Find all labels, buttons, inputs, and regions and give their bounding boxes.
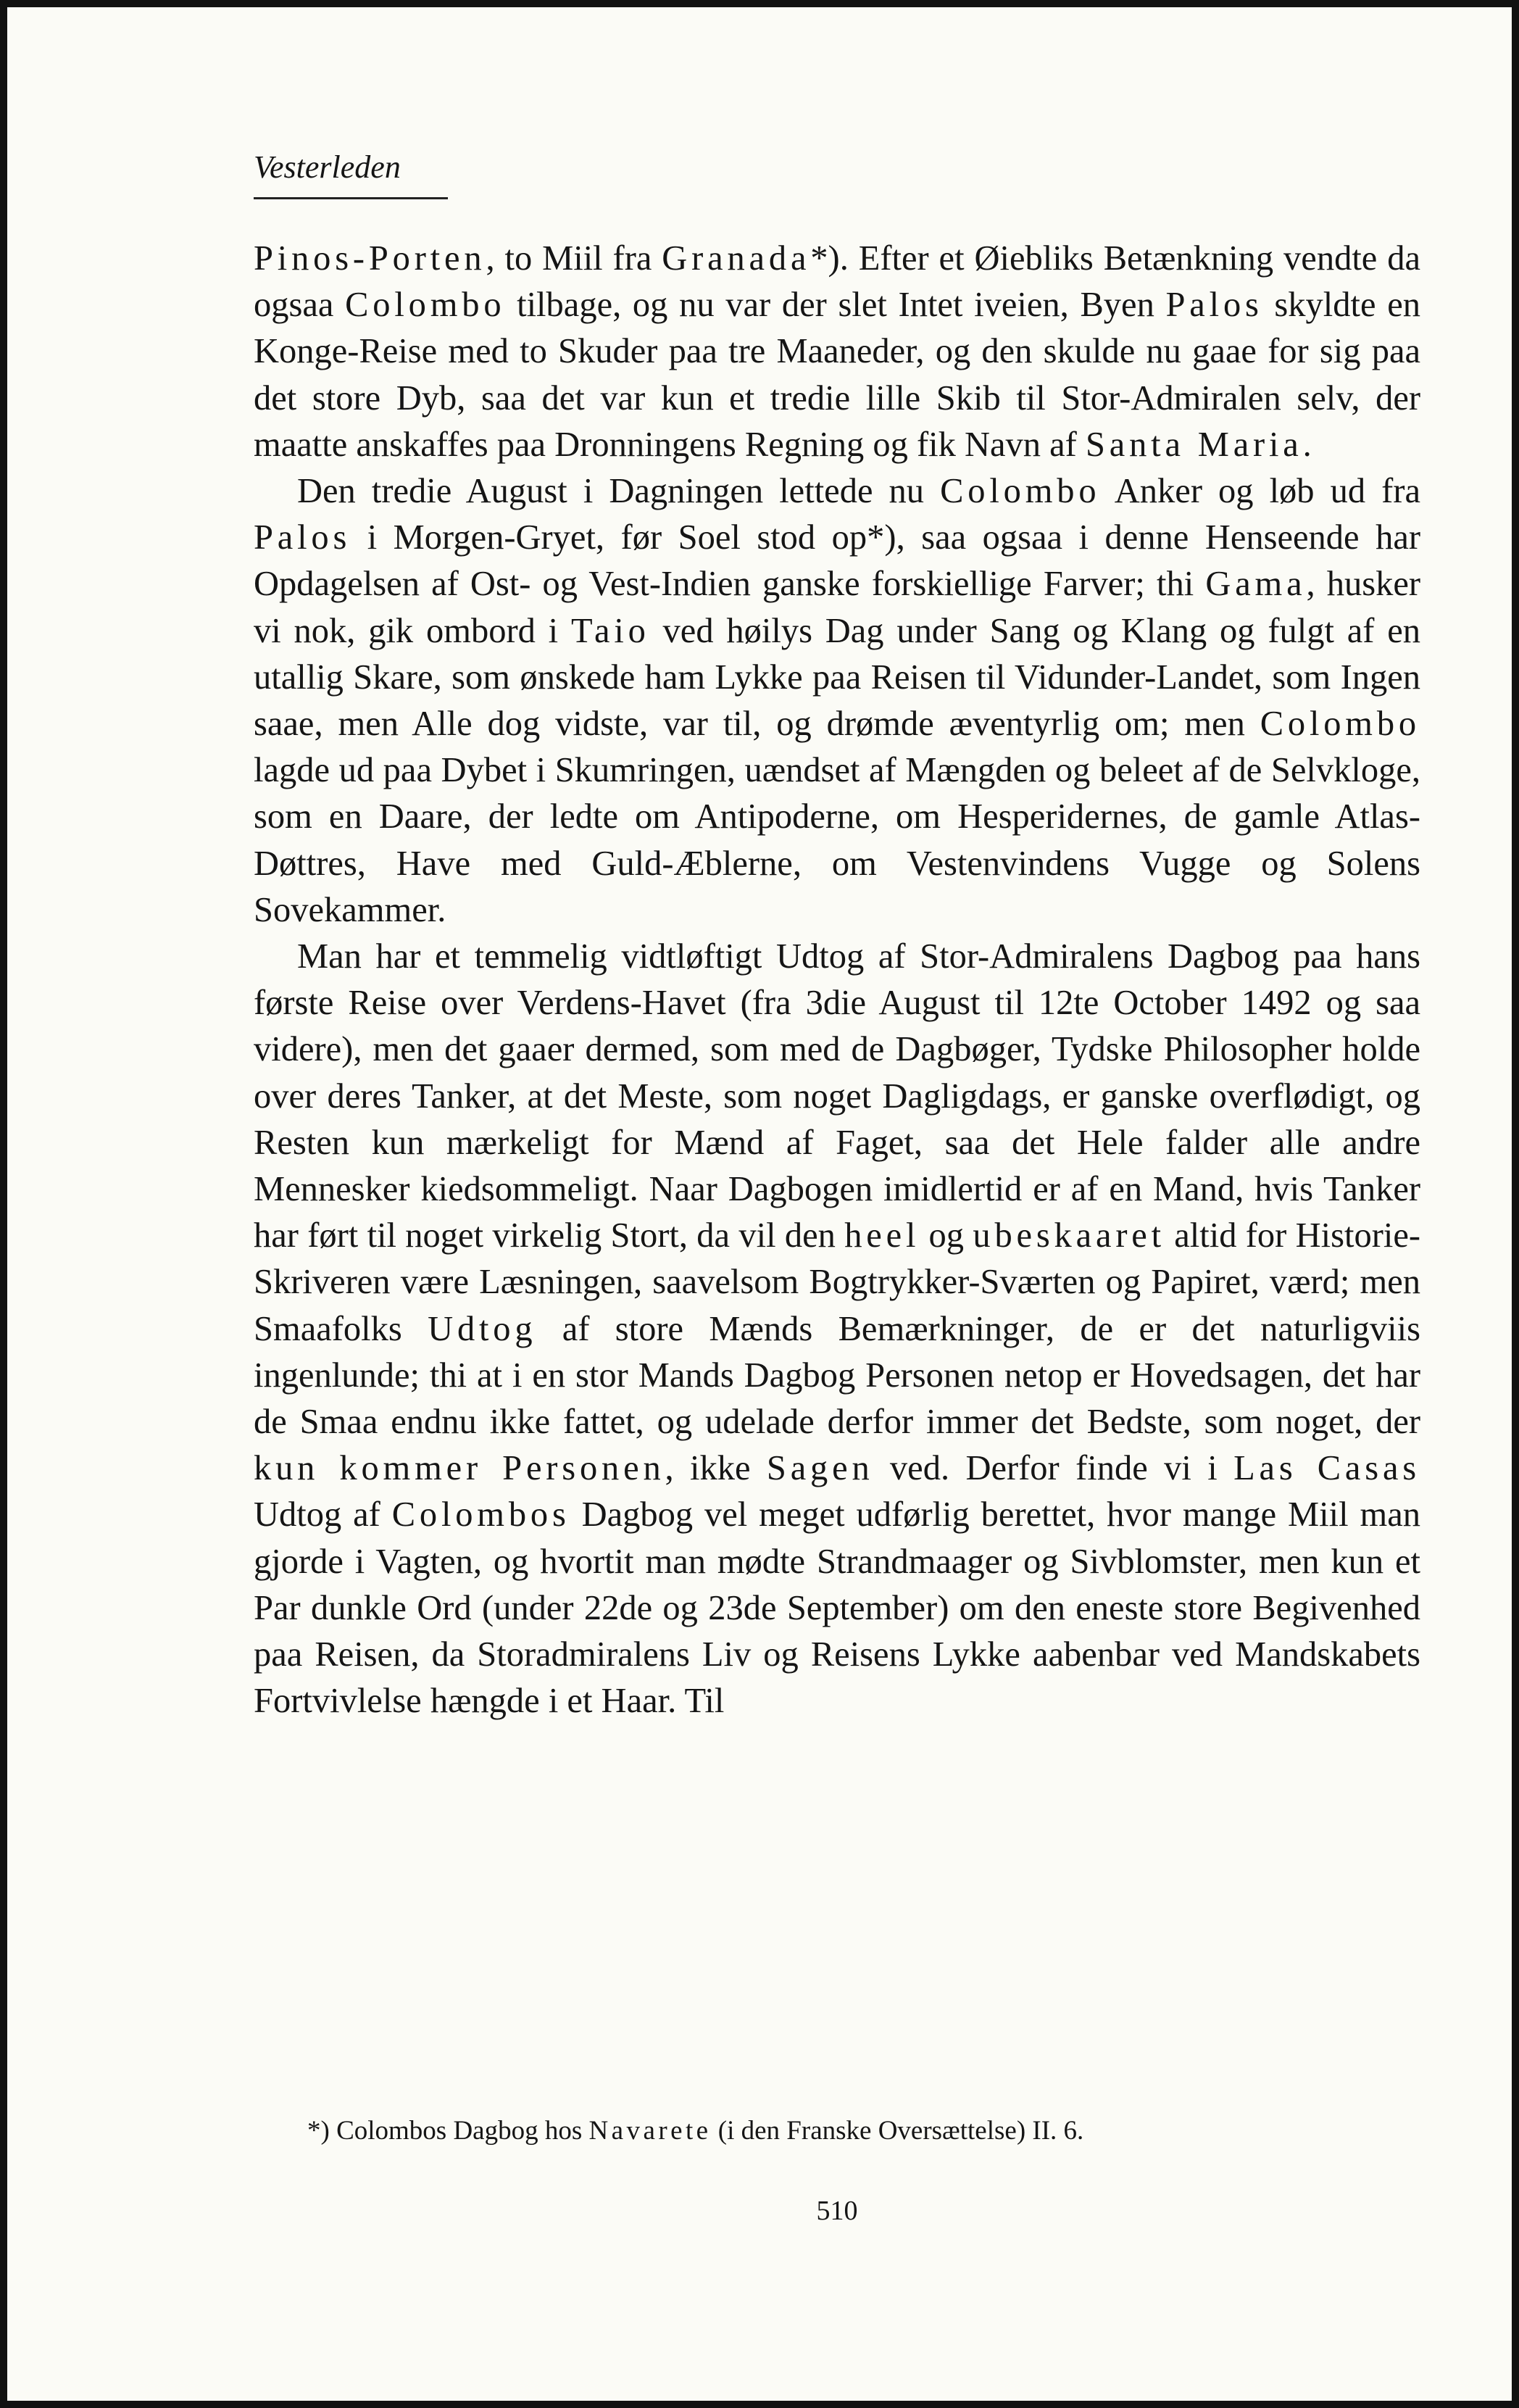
page-number: 510 [816,2196,858,2226]
text-segment: ved. Derfor finde vi i [873,1449,1234,1488]
text-segment: *) Colombos Dagbog hos [307,2116,589,2146]
text-segment: *). Efter et Øiebliks Betænkning vendte da ogsaa [254,239,1420,325]
spaced-text: ubeskaaret [973,1216,1165,1255]
spaced-text: Granada [662,239,811,278]
text-segment: Den tredie August i Dagningen lettede nu [297,472,941,511]
text-segment: og [920,1216,973,1255]
text-segment: Man har et temmelig vidtløftigt Udtog af Stor-Admiralens Dagbog paa hans første Reise over Verdens-Havet (fra 3die August til 12te October 1492 og saa videre), men det gaaer dermed, som med de Dagbøger, Tydske Philosopher holde over deres Tanker, at det Meste, som noget Dagligdags, er ganske overflødigt, og Resten kun mærkeligt for Mænd af Faget, saa det Hele falder alle andre Mennesker kiedsommeligt. Naar Dagbogen imidlertid er af en Mand, hvis Tanker har ført til noget virkelig Stort, da vil den [254,937,1420,1255]
text-segment: Anker og løb ud fra [1100,472,1421,511]
spaced-text: Colombos [391,1495,570,1535]
text-segment: ved høilys Dag under Sang og Klang og fulgt af en utallig Skare, som ønskede ham Lykke paa Reisen til Vidunder-Landet, som Ingen saae, men Alle dog vidste, var til, og drømde æventyrlig om; men [254,611,1420,744]
header-underline [254,197,448,199]
spaced-text: Palos [1165,286,1263,325]
spaced-text: kun kommer Personen [254,1449,665,1488]
spaced-text: Pinos-Porten [254,239,486,278]
text-segment: lagde ud paa Dybet i Skumringen, uændset af Mængden og beleet af de Selvkloge, som en Daare, der ledte om Antipoderne, om Hesperidernes, de gamle Atlas-Døttres, Have med Guld-Æblerne, om Vestenvindens Vugge og Solens Sovekammer. [254,751,1420,929]
body-text [254,236,1420,1725]
running-header: Vesterleden [254,149,401,185]
text-segment: . [1302,425,1312,464]
spaced-text: Colombo [345,286,506,325]
spaced-text: Sagen [766,1449,874,1488]
paragraph [254,236,1420,468]
text-segment: (i den Franske Oversættelse) II. 6. [711,2116,1084,2146]
text-segment: , husker vi nok, gik ombord i [254,565,1420,650]
text-segment: Dagbog vel meget udførlig berettet, hvor mange Miil man gjorde i Vagten, og hvortit man mødte Strandmaager og Sivblomster, men kun et Par dunkle Ord (under 22de og 23de September) om den eneste store Begivenhed paa Reisen, da Storadmiralens Liv og Reisens Lykke aabenbar ved Mandskabets Fortvivlelse hængde i et Haar. Til [254,1495,1420,1721]
text-segment: Udtog af [254,1495,392,1535]
text-segment: i Morgen-Gryet, før Soel stod op*), saa ogsaa i denne Henseende har Opdagelsen af Ost- og Vest-Indien ganske forskiellige Farver; thi [254,518,1420,604]
text-segment: tilbage, og nu var der slet Intet iveien, Byen [505,286,1166,325]
text-segment: , to Miil fra [486,239,662,278]
spaced-text: Colombo [1260,705,1420,744]
text-segment: altid for Historie-Skriveren være Læsningen, saavelsom Bogtrykker-Sværten og Papiret, værd; men Smaafolks [254,1216,1421,1348]
text-segment: skyldte en Konge-Reise med to Skuder paa tre Maaneder, og den skulde nu gaae for sig paa det store Dyb, saa det var kun et tredie lille Skib til Stor-Admiralen selv, der maatte anskaffes paa Dronningens Regning og fik Navn af [254,286,1420,464]
spaced-text: Las Casas [1233,1449,1420,1488]
spaced-text: Udtog [428,1309,537,1348]
spaced-text: Taio [570,611,650,650]
footnote [307,2115,1083,2146]
spaced-text: heel [844,1216,920,1255]
spaced-text: Navarete [588,2116,712,2146]
text-segment: af store Mænds Bemærkninger, de er det naturligviis ingenlunde; thi at i en stor Mands Dagbog Personen netop er Hovedsagen, det har de Smaa endnu ikke fattet, og udelade derfor immer det Bedste, som noget, der [254,1309,1420,1442]
text-segment: , ikke [665,1449,767,1488]
paragraph [254,468,1420,934]
spaced-text: Palos [254,518,351,557]
spaced-text: Gama [1205,565,1307,604]
spaced-text: Colombo [940,472,1101,511]
paragraph [254,934,1420,1724]
spaced-text: Santa Maria [1085,425,1303,464]
